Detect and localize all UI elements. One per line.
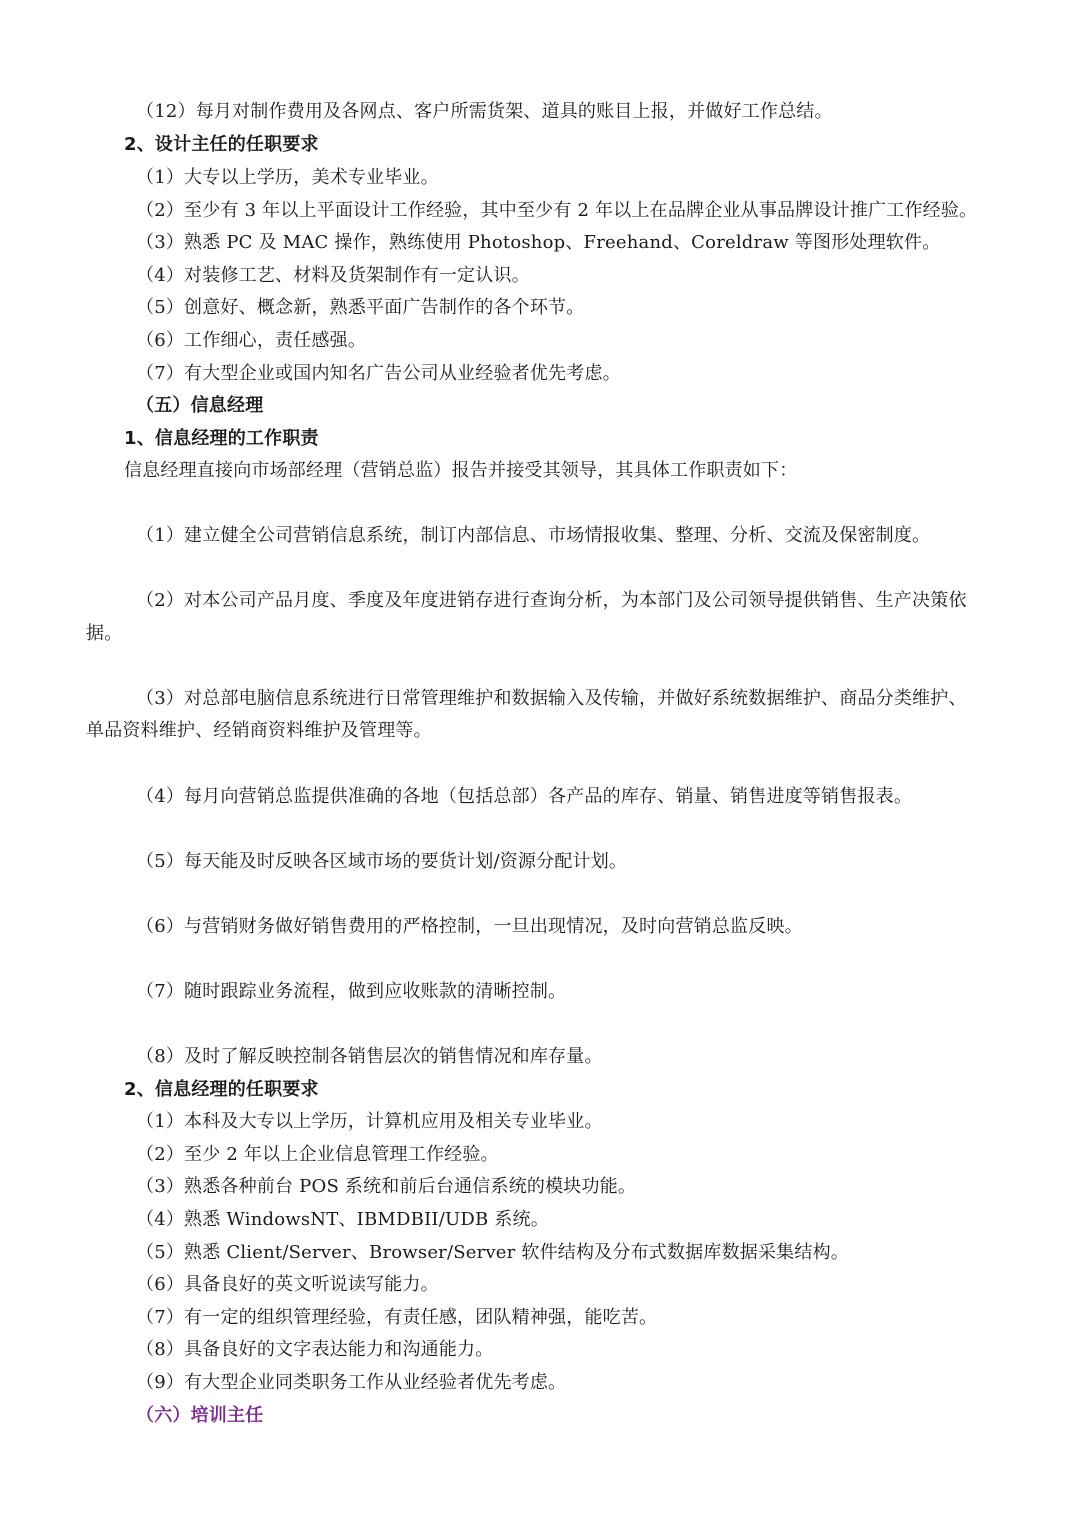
info-req-item: （5）熟悉 Client/Server、Browser/Server 软件结构及分布式数据库数据采集结构。 (136, 1242, 849, 1263)
info-req-heading: 2、信息经理的任职要求 (124, 1079, 319, 1100)
info-duty-item: （4）每月向营销总监提供准确的各地（包括总部）各产品的库存、销量、销售进度等销售报表。 (136, 786, 913, 807)
info-req-item: （4）熟悉 WindowsNT、IBMDBII/UDB 系统。 (136, 1209, 549, 1230)
design-req-item: （7）有大型企业或国内知名广告公司从业经验者优先考虑。 (136, 363, 621, 384)
design-req-item: （4）对装修工艺、材料及货架制作有一定认识。 (136, 265, 530, 286)
info-duty-item: （3）对总部电脑信息系统进行日常管理维护和数据输入及传输，并做好系统数据维护、商品分类维护、 (136, 688, 967, 709)
design-req-item: （1）大专以上学历，美术专业毕业。 (136, 167, 439, 188)
design-req-heading: 2、设计主任的任职要求 (124, 134, 319, 155)
info-req-item: （6）具备良好的英文听说读写能力。 (136, 1274, 439, 1295)
design-req-item: （3）熟悉 PC 及 MAC 操作，熟练使用 Photoshop、Freehand、Coreldraw 等图形处理软件。 (136, 232, 941, 253)
design-req-item: （6）工作细心，责任感强。 (136, 330, 367, 351)
info-duty-item: （1）建立健全公司营销信息系统，制订内部信息、市场情报收集、整理、分析、交流及保密制度。 (136, 525, 931, 546)
info-duty-item: （8）及时了解反映控制各销售层次的销售情况和库存量。 (136, 1046, 603, 1067)
info-duty-item: （6）与营销财务做好销售费用的严格控制，一旦出现情况，及时向营销总监反映。 (136, 916, 803, 937)
info-duty-item: （5）每天能及时反映各区域市场的要货计划/资源分配计划。 (136, 851, 628, 872)
info-duties-heading: 1、信息经理的工作职责 (124, 428, 319, 449)
info-duty-item-continuation: 据。 (86, 623, 123, 644)
info-duty-item: （2）对本公司产品月度、季度及年度进销存进行查询分析，为本部门及公司领导提供销售、生产决策依 (136, 590, 967, 611)
section-title-training-director: （六）培训主任 (136, 1405, 264, 1426)
section-title-info-manager: （五）信息经理 (136, 395, 264, 416)
design-req-item: （2）至少有 3 年以上平面设计工作经验，其中至少有 2 年以上在品牌企业从事品牌设计推广工作经验。 (136, 200, 978, 221)
info-req-item: （9）有大型企业同类职务工作从业经验者优先考虑。 (136, 1372, 567, 1393)
info-duty-item-continuation: 单品资料维护、经销商资料维护及管理等。 (86, 720, 432, 741)
info-req-item: （8）具备良好的文字表达能力和沟通能力。 (136, 1339, 494, 1360)
info-duties-intro: 信息经理直接向市场部经理（营销总监）报告并接受其领导，其具体工作职责如下： (124, 460, 798, 481)
info-req-item: （2）至少 2 年以上企业信息管理工作经验。 (136, 1144, 499, 1165)
info-req-item: （3）熟悉各种前台 POS 系统和前后台通信系统的模块功能。 (136, 1176, 637, 1197)
info-req-item: （1）本科及大专以上学历，计算机应用及相关专业毕业。 (136, 1111, 603, 1132)
info-duty-item: （7）随时跟踪业务流程，做到应收账款的清晰控制。 (136, 981, 567, 1002)
design-duty-item-12: （12）每月对制作费用及各网点、客户所需货架、道具的账目上报，并做好工作总结。 (136, 101, 833, 122)
design-req-item: （5）创意好、概念新，熟悉平面广告制作的各个环节。 (136, 297, 585, 318)
info-req-item: （7）有一定的组织管理经验，有责任感，团队精神强，能吃苦。 (136, 1307, 658, 1328)
